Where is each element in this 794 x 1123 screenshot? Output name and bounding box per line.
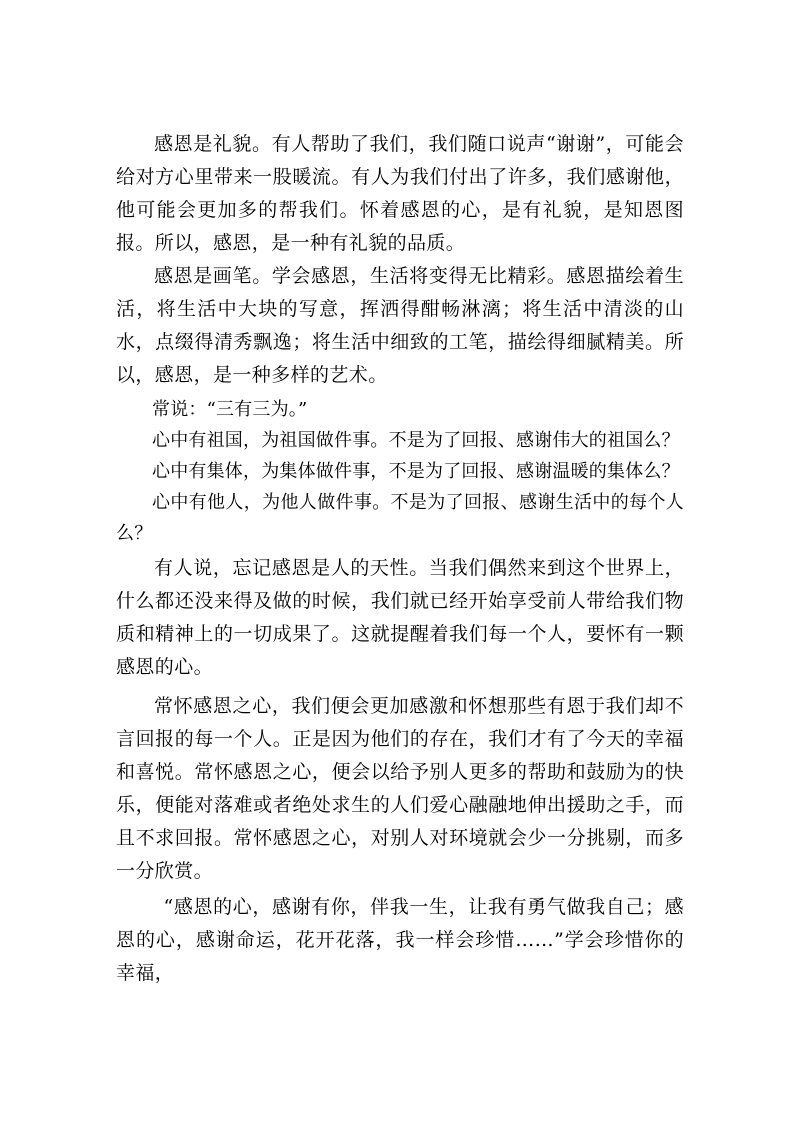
paragraph-paintbrush: 感恩是画笔。学会感恩，生活将变得无比精彩。感恩描绘着生活，将生活中大块的写意，挥洒得酣畅淋漓；将生活中清淡的山水，点缀得清秀飘逸；将生活中细致的工笔，描绘得细腻精美。所以，感恩，是一种多样的艺术。 (116, 265, 684, 386)
paragraph-motherland: 心中有祖国，为祖国做件事。不是为了回报、感谢伟大的祖国么？ (152, 430, 680, 451)
paragraph-song-quote: “感恩的心，感谢有你，伴我一生，让我有勇气做我自己；感恩的心，感谢命运，花开花落，我一样会珍惜……”学会珍惜你的幸福， (116, 896, 684, 984)
paragraph-saying: 常说：“三有三为。” (152, 399, 308, 420)
paragraph-others: 心中有他人，为他人做件事。不是为了回报、感谢生活中的每个人么？ (116, 492, 684, 544)
paragraph-courtesy: 感恩是礼貌。有人帮助了我们，我们随口说声“谢谢”，可能会给对方心里带来一股暖流。有人为我们付出了许多，我们感谢他，他可能会更加多的帮我们。怀着感恩的心，是有礼貌，是知恩图报。所以，感恩，是一种有礼貌的品质。 (116, 133, 684, 254)
paragraph-nature: 有人说，忘记感恩是人的天性。当我们偶然来到这个世界上，什么都还没来得及做的时候，我们就已经开始享受前人带给我们物质和精神上的一切成果了。这就提醒着我们每一个人，要怀有一颗感恩的心。 (116, 557, 684, 678)
paragraph-gratitude-heart: 常怀感恩之心，我们便会更加感激和怀想那些有恩于我们却不言回报的每一个人。正是因为他们的存在，我们才有了今天的幸福和喜悦。常怀感恩之心，便会以给予别人更多的帮助和鼓励为的快乐，便能对落难或者绝处求生的人们爱心融融地伸出援助之手，而且不求回报。常怀感恩之心，对别人对环境就会少一分挑剔，而多一分欣赏。 (116, 695, 684, 882)
paragraph-collective: 心中有集体，为集体做件事，不是为了回报、感谢温暖的集体么？ (152, 461, 680, 482)
document-body (116, 128, 684, 990)
